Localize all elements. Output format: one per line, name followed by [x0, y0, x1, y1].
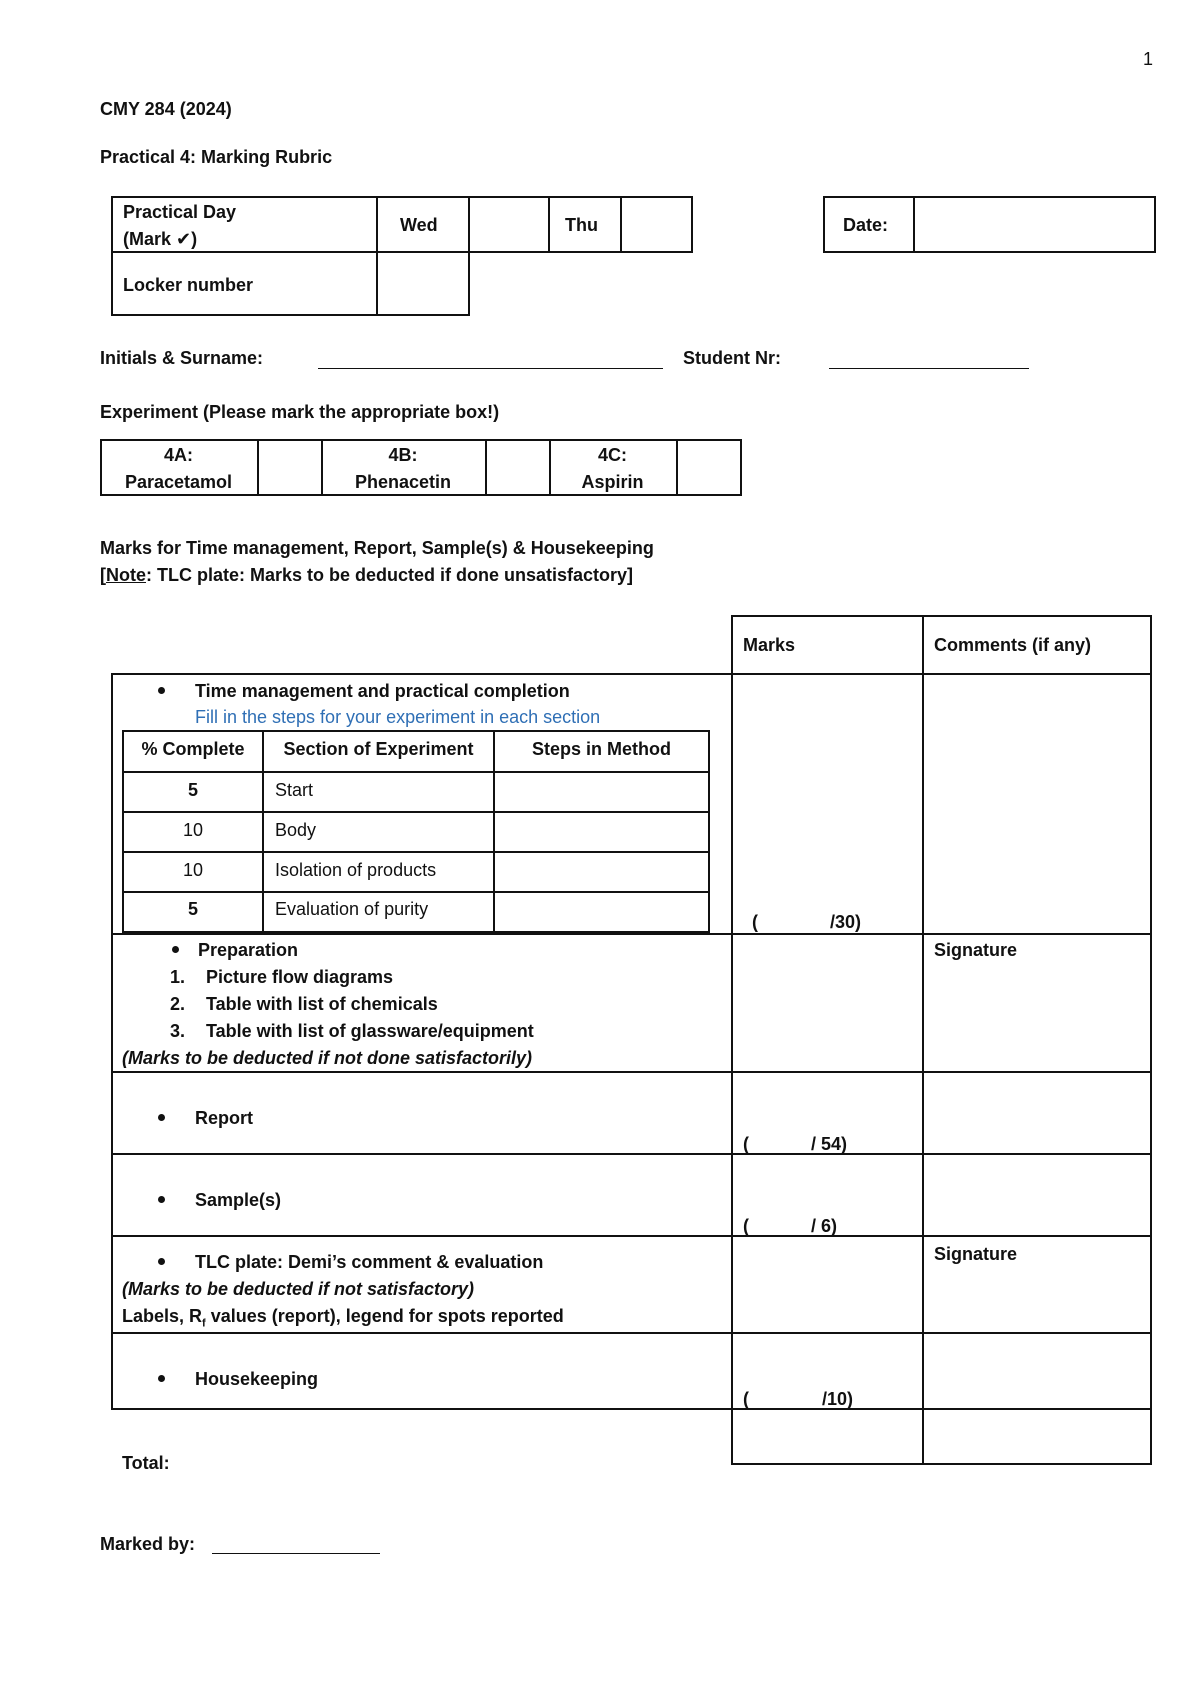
bullet-icon — [158, 687, 165, 694]
tlc-signature-label: Signature — [934, 1244, 1018, 1264]
initials-surname-field[interactable] — [318, 368, 663, 369]
date-label: Date: — [843, 215, 889, 235]
experiment-4a-code: 4A: — [163, 445, 193, 465]
tlc-requirements: Labels, $R_f$ values (report), legend for spots reported — [122, 1306, 564, 1330]
locker-number-label: Locker number — [123, 275, 254, 295]
housekeeping-marks-total: /10) — [822, 1389, 854, 1409]
experiment-4b-name: Phenacetin — [354, 472, 452, 492]
practical-title: Practical 4: Marking Rubric — [100, 147, 333, 167]
bullet-icon — [172, 946, 179, 953]
marked-by-label: Marked by: — [100, 1534, 196, 1554]
practical-day-label: Practical Day — [123, 202, 237, 222]
experiment-4a-checkbox[interactable] — [259, 441, 321, 494]
bullet-icon — [158, 1196, 165, 1203]
thu-label: Thu — [565, 215, 598, 235]
marks-column-header: Marks — [743, 635, 796, 655]
steps-input-isolation[interactable] — [495, 853, 708, 891]
table-row-pct: 10 — [182, 860, 204, 880]
thu-checkbox[interactable] — [622, 198, 691, 251]
marks-note: [Note: TLC plate: Marks to be deducted if done unsatisfactory] — [100, 565, 634, 585]
locker-number-field[interactable] — [378, 253, 468, 314]
bullet-icon — [158, 1375, 165, 1382]
tlc-note: (Marks to be deducted if not satisfactory) — [122, 1279, 475, 1299]
table-row-pct: 5 — [187, 899, 198, 919]
samples-marks-open: ( — [743, 1216, 749, 1236]
list-item: Table with list of glassware/equipment — [206, 1021, 534, 1041]
wed-checkbox[interactable] — [470, 198, 548, 251]
total-label: Total: — [122, 1453, 170, 1473]
samples-title: Sample(s) — [195, 1190, 282, 1210]
comments-column-header: Comments (if any) — [934, 635, 1092, 655]
list-number: 3. — [170, 1021, 186, 1041]
samples-marks-total: / 6) — [811, 1216, 838, 1236]
time-management-title: Time management and practical completion — [195, 681, 570, 701]
housekeeping-title: Housekeeping — [195, 1369, 319, 1389]
experiment-4c-code: 4C: — [597, 445, 627, 465]
preparation-title: Preparation — [198, 940, 299, 960]
steps-input-body[interactable] — [495, 813, 708, 851]
pct-complete-header: % Complete — [141, 739, 245, 759]
preparation-note: (Marks to be deducted if not done satisfactorily) — [122, 1048, 533, 1068]
preparation-signature-label: Signature — [934, 940, 1018, 960]
steps-input-start[interactable] — [495, 773, 708, 811]
experiment-4c-name: Aspirin — [581, 472, 644, 492]
table-row-pct: 10 — [182, 820, 204, 840]
table-row-pct: 5 — [187, 780, 198, 800]
time-marks-total: /30) — [830, 912, 862, 932]
page-number: 1 — [1143, 49, 1154, 69]
experiment-4c-checkbox[interactable] — [678, 441, 740, 494]
list-item: Picture flow diagrams — [206, 967, 394, 987]
table-row-section: Start — [275, 780, 314, 800]
student-nr-label: Student Nr: — [683, 348, 781, 368]
bullet-icon — [158, 1258, 165, 1265]
mark-tick-label: (Mark ✔) — [123, 229, 198, 249]
housekeeping-marks-open: ( — [743, 1389, 749, 1409]
table-row-section: Evaluation of purity — [275, 899, 429, 919]
report-title: Report — [195, 1108, 253, 1128]
experiment-4b-checkbox[interactable] — [487, 441, 549, 494]
marks-heading: Marks for Time management, Report, Sample(s) & Housekeeping — [100, 538, 654, 558]
time-management-instruction: Fill in the steps for your experiment in each section — [195, 707, 601, 727]
experiment-4b-code: 4B: — [388, 445, 418, 465]
report-marks-total: / 54) — [811, 1134, 848, 1154]
list-number: 1. — [170, 967, 186, 987]
table-row-section: Isolation of products — [275, 860, 437, 880]
steps-input-evaluation[interactable] — [495, 893, 708, 931]
experiment-heading: Experiment (Please mark the appropriate box!) — [100, 402, 500, 422]
marked-by-field[interactable] — [212, 1553, 380, 1554]
total-marks-field[interactable] — [733, 1410, 922, 1463]
report-marks-open: ( — [743, 1134, 749, 1154]
experiment-4a-name: Paracetamol — [124, 472, 233, 492]
student-nr-field[interactable] — [829, 368, 1029, 369]
tlc-title: TLC plate: Demi’s comment & evaluation — [195, 1252, 544, 1272]
initials-surname-label: Initials & Surname: — [100, 348, 264, 368]
steps-header: Steps in Method — [532, 739, 671, 759]
section-header: Section of Experiment — [283, 739, 474, 759]
time-marks-open: ( — [752, 912, 758, 932]
date-field[interactable] — [915, 198, 1154, 251]
list-number: 2. — [170, 994, 186, 1014]
bullet-icon — [158, 1114, 165, 1121]
course-code: CMY 284 (2024) — [100, 99, 232, 119]
table-row-section: Body — [275, 820, 317, 840]
list-item: Table with list of chemicals — [206, 994, 438, 1014]
wed-label: Wed — [400, 215, 438, 235]
